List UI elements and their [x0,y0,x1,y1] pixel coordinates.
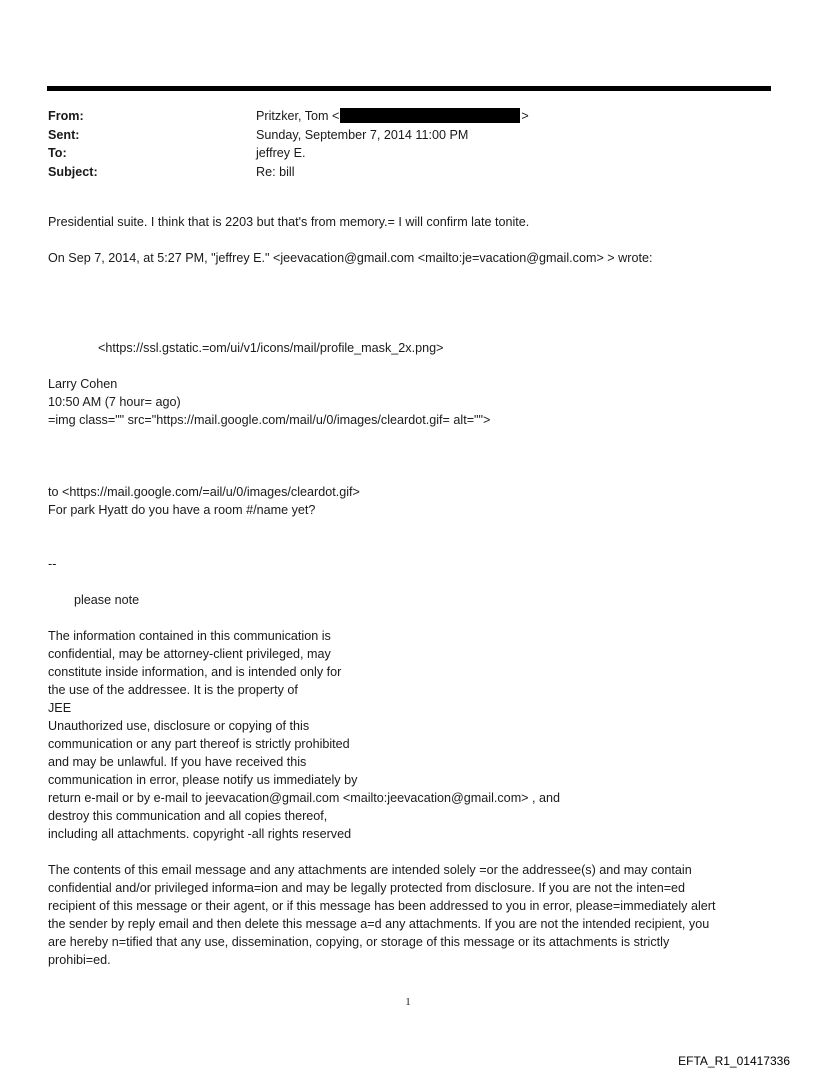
disclaimer-line: the use of the addressee. It is the property of [48,683,298,697]
subject-row [48,163,768,182]
disclaimer-block [48,627,778,843]
disclaimer-line: return e-mail or by e-mail to jeevacation@gmail.com <mailto:jeevacation@gmail.com> , and [48,791,561,805]
img-tag-text: =img class="" src="https://mail.google.com/mail/u/0/images/cleardot.gif= alt=""> [48,413,491,427]
reply-text: Presidential suite. I think that is 2203 but that's from memory.= I will confirm late tonite. [48,215,530,229]
confidentiality-line: confidential and/or privileged informa=ion and may be legally protected from disclosure. If you are not the inten=ed [48,881,686,895]
disclaimer-line: The information contained in this communication is [48,629,331,643]
disclaimer-line: and may be unlawful. If you have received this [48,755,307,769]
signature-dashes: -- [48,557,57,571]
redaction-box [340,108,520,123]
email-body [48,213,778,969]
disclaimer-line: Unauthorized use, disclosure or copying of this [48,719,310,733]
from-value [256,107,768,126]
email-header [48,107,768,181]
to-label: To: [48,146,67,160]
confidentiality-notice [48,861,778,969]
sent-row [48,126,768,145]
disclaimer-line: JEE [48,701,72,715]
disclaimer-line: destroy this communication and all copies thereof, [48,809,328,823]
disclaimer-line: confidential, may be attorney-client privileged, may [48,647,331,661]
confidentiality-line: the sender by reply email and then delete this message a=d any attachments. If you are not the intended recipient, you [48,917,710,931]
sender-time: 10:50 AM (7 hour= ago) [48,395,181,409]
disclaimer-line: communication in error, please notify us immediately by [48,773,358,787]
page-number: 1 [405,996,411,1008]
quote-intro: On Sep 7, 2014, at 5:27 PM, "jeffrey E." <jeevacation@gmail.com <mailto:je=vacation@gmail.com> > wrote: [48,251,653,265]
question-text: For park Hyatt do you have a room #/name yet? [48,503,316,517]
sent-value: Sunday, September 7, 2014 11:00 PM [256,127,469,142]
to-value: jeffrey E. [256,146,306,160]
subject-label: Subject: [48,164,98,179]
confidentiality-line: prohibi=ed. [48,953,111,967]
from-row [48,107,768,126]
to-row [48,144,768,163]
confidentiality-line: The contents of this email message and any attachments are intended solely =or the addressee(s) and may contain [48,863,692,877]
bates-number: EFTA_R1_01417336 [678,1054,790,1068]
from-label: From: [48,109,84,123]
from-suffix: > [521,109,529,123]
to-line: to <https://mail.google.com/=ail/u/0/images/cleardot.gif> [48,485,360,499]
disclaimer-line: communication or any part thereof is strictly prohibited [48,737,350,751]
disclaimer-line: including all attachments. copyright -all rights reserved [48,827,352,841]
header-rule [47,86,771,91]
from-name: Pritzker, Tom < [256,109,340,123]
confidentiality-line: recipient of this message or their agent, or if this message has been addressed to you in error, please=immediately alert [48,899,716,913]
please-note: please note [74,593,140,607]
sender-name: Larry Cohen [48,377,118,391]
confidentiality-line: are hereby n=tified that any use, dissemination, copying, or storage of this message or its attachments is strictly [48,935,670,949]
profile-image-link: <https://ssl.gstatic.=om/ui/v1/icons/mail/profile_mask_2x.png> [98,341,444,355]
disclaimer-line: constitute inside information, and is intended only for [48,665,342,679]
subject-value: Re: bill [256,164,295,179]
sent-label: Sent: [48,127,80,142]
